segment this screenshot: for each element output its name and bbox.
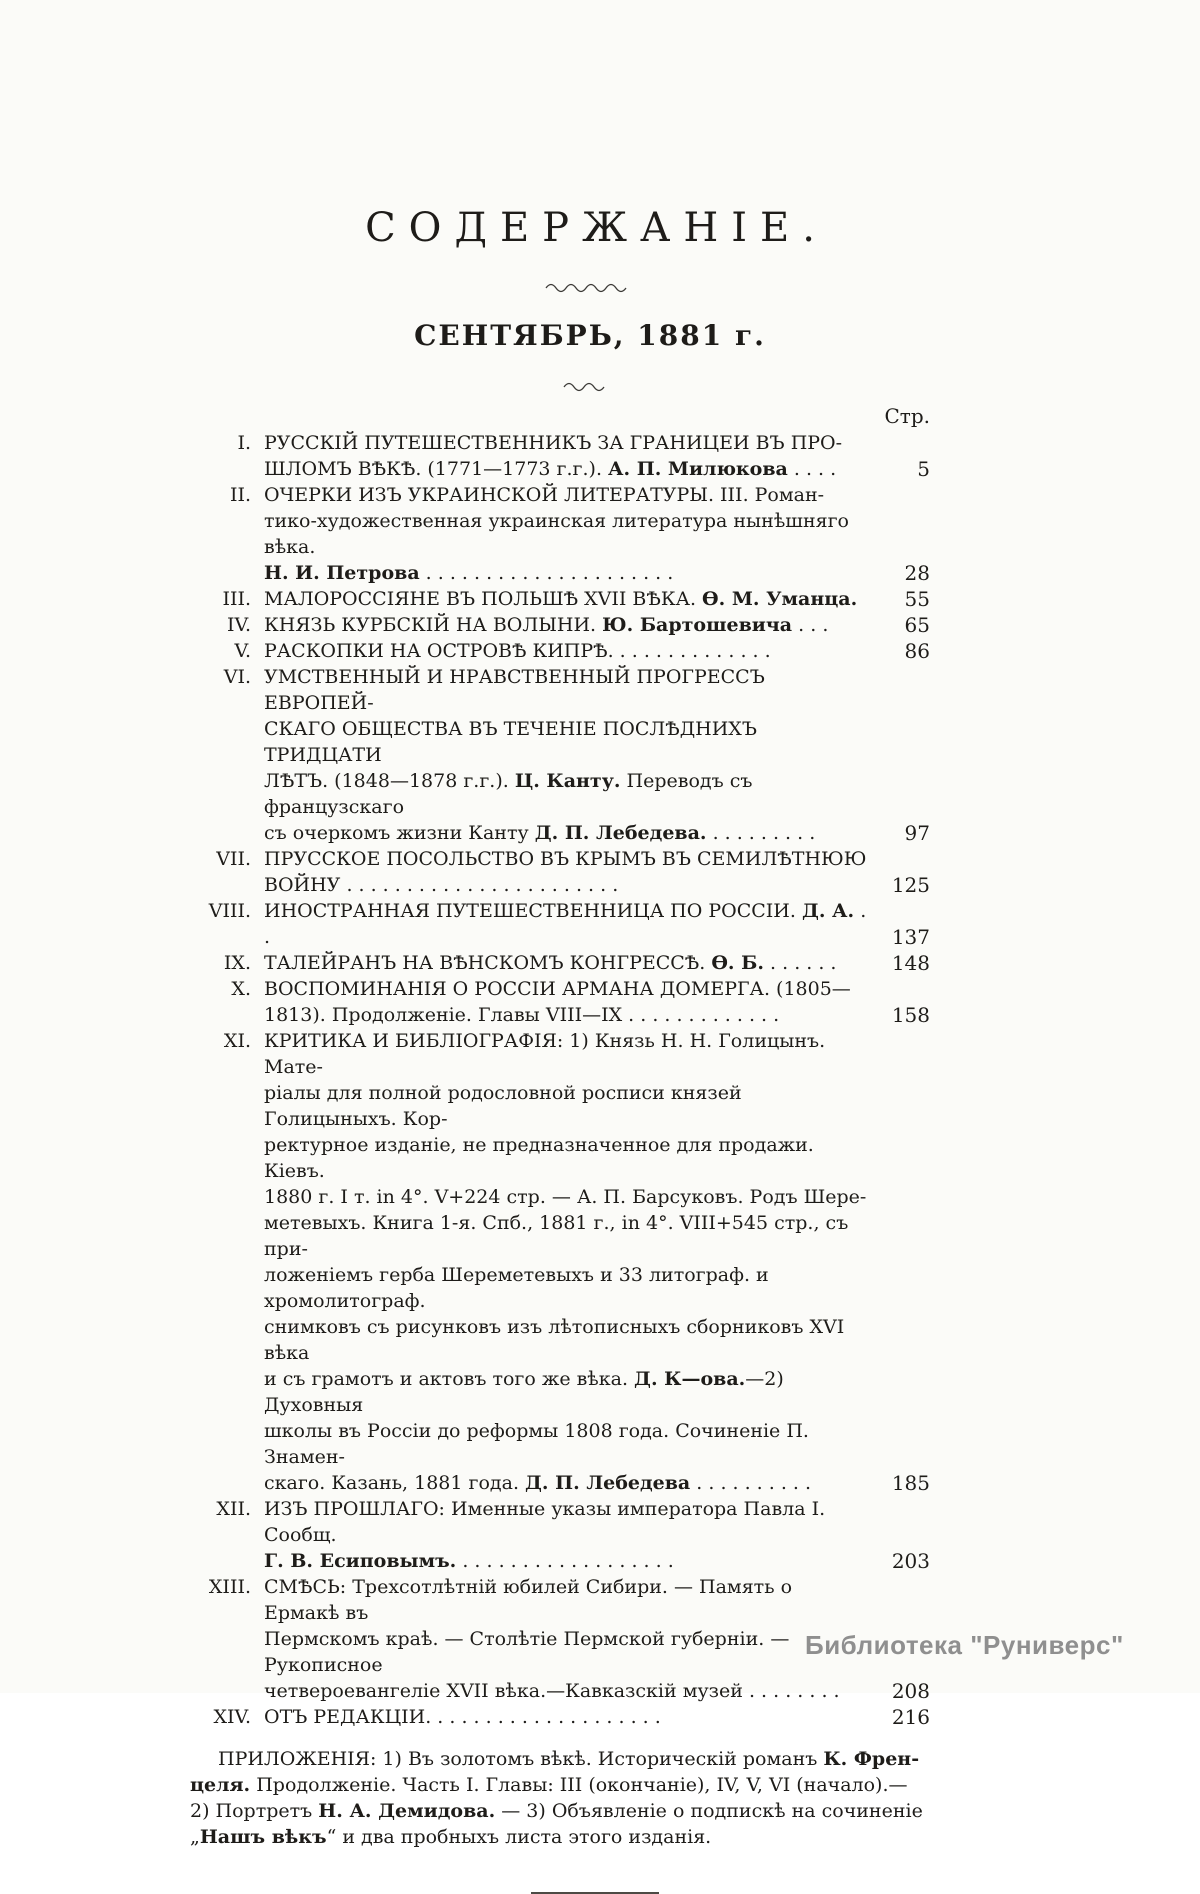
toc-entry-text (264, 1028, 873, 1496)
watermark: Библиотека "Руниверс" (805, 1630, 1124, 1660)
text-segment: ріалы для полной родословной росписи князей Голицыныхъ. Кор- (264, 1082, 742, 1130)
text-segment: . . . . (787, 458, 837, 480)
text-segment: . . . . . . . . . . . . . . . . . . (456, 1550, 674, 1572)
text-segment: СМѢСЬ: Трехсотлѣтній юбилей Сибири. — Память о Ермакѣ въ (264, 1576, 793, 1624)
text-segment: ЛѢТЪ. (1848—1878 г.г.). (264, 770, 515, 792)
toc-entry-page: 216 (891, 1705, 930, 1729)
toc-entry (155, 482, 930, 586)
text-segment: тико-художественная украинская литература нынѣшняго вѣка. (264, 510, 849, 558)
toc-entry (155, 1496, 930, 1574)
text-segment: Ц. Канту. (514, 770, 621, 792)
toc-entry (155, 846, 930, 898)
text-segment: ШЛОМЪ ВѢКѢ. (1771—1773 г.г.). (264, 458, 609, 480)
text-segment: 1880 г. I т. in 4°. V+224 стр. — А. П. Барсуковъ. Родъ Шере- (264, 1186, 867, 1208)
text-segment: Ю. Бартошевича (602, 614, 793, 636)
text-segment: снимковъ съ рисунковъ изъ лѣтописныхъ сборниковъ XVI вѣка (264, 1316, 845, 1364)
text-segment: КНЯЗЬ КУРБСКІЙ НА ВОЛЫНИ. (264, 614, 603, 636)
text-segment: . . . . . . . . . . (690, 1472, 812, 1494)
toc-entry-text (264, 976, 873, 1028)
wavy-divider-icon (544, 281, 636, 293)
toc-entry-number: XI. (223, 1030, 251, 1052)
text-segment: ложеніемъ герба Шереметевыхъ и 33 литограф. и хромолитограф. (264, 1264, 769, 1312)
text-segment: —2) Духовныя (264, 1368, 784, 1416)
toc-entry (155, 430, 930, 482)
text-segment: целя. (190, 1774, 251, 1796)
toc-entry-page: 5 (917, 457, 930, 481)
text-segment: Пермскомъ краѣ. — Столѣтіе Пермской губерніи. — Рукописное (264, 1628, 790, 1676)
toc-entry-number: IX. (223, 952, 251, 974)
toc-entry-text (264, 586, 873, 612)
text-segment: СКАГО ОБЩЕСТВА ВЪ ТЕЧЕНІЕ ПОСЛѢДНИХЪ ТРИДЦАТИ (264, 718, 757, 766)
text-segment: . . . . . . . . . (706, 822, 816, 844)
toc-entry-number: IV. (227, 614, 251, 636)
toc-entry-number: I. (237, 432, 251, 454)
toc-entry (155, 638, 930, 664)
toc-entry-page: 185 (891, 1471, 930, 1495)
toc-entry-text (264, 612, 873, 638)
text-segment: ПРИЛОЖЕНІЯ: 1) Въ золотомъ вѣкѣ. Историческій романъ (218, 1748, 824, 1770)
page-header (250, 205, 930, 392)
text-segment: 2) Портретъ (190, 1800, 319, 1822)
text-segment: ТАЛЕЙРАНЪ НА ВѢНСКОМЪ КОНГРЕССѢ. (264, 952, 712, 974)
toc-list (155, 430, 930, 1730)
text-segment: Н. А. Демидова. (318, 1800, 496, 1822)
text-segment: скаго. Казань, 1881 года. (264, 1472, 526, 1494)
text-segment: Д. П. Лебедева. (534, 822, 707, 844)
text-segment: Ѳ. Б. (711, 952, 764, 974)
text-segment: Д. П. Лебедева (525, 1472, 691, 1494)
text-segment: Переводъ съ французскаго (264, 770, 753, 818)
text-segment: РУССКІЙ ПУТЕШЕСТВЕННИКЪ ЗА ГРАНИЦЕИ ВЪ ПРО- (264, 432, 843, 454)
toc-entry (155, 664, 930, 846)
text-segment: МАЛОРОССІЯНЕ ВЪ ПОЛЬШѢ XVII ВѢКА. (264, 588, 703, 610)
toc-entry-number: II. (229, 484, 251, 506)
toc-entry-text (264, 1574, 873, 1704)
toc-entry-page: 97 (904, 821, 930, 845)
toc-entry-text (264, 846, 873, 898)
text-segment: метевыхъ. Книга 1-я. Спб., 1881 г., in 4°. VIII+545 стр., съ при- (264, 1212, 849, 1260)
text-segment: ИЗЪ ПРОШЛАГО: Именные указы императора Павла I. Сообщ. (264, 1498, 826, 1546)
toc-entry-number: X. (231, 978, 251, 1000)
toc-entry (155, 1028, 930, 1496)
toc-entry-number: VII. (216, 848, 251, 870)
text-segment: ВОЙНУ . . . . . . . . . . . . . . . . . . . . . . . (264, 874, 619, 896)
text-segment: ВОСПОМИНАНІЯ О РОССІИ АРМАНА ДОМЕРГА. (1805— (264, 978, 851, 1000)
text-segment: Ѳ. М. Уманца. (702, 588, 858, 610)
text-segment: УМСТВЕННЫЙ И НРАВСТВЕННЫЙ ПРОГРЕССЪ ЕВРОПЕЙ- (264, 666, 765, 714)
text-segment: Г. В. Есиповымъ. (264, 1550, 457, 1572)
text-segment: Д. К—ова. (634, 1368, 746, 1390)
toc-entry-text (264, 1496, 873, 1574)
toc-entry-number: VIII. (208, 900, 251, 922)
text-segment: и съ грамотъ и актовъ того же вѣка. (264, 1368, 635, 1390)
text-segment: ПРУССКОЕ ПОСОЛЬСТВО ВЪ КРЫМЪ ВЪ СЕМИЛѢТНЮЮ (264, 848, 867, 870)
toc-entry-number: III. (222, 588, 251, 610)
toc-entry-page: 158 (891, 1003, 930, 1027)
text-segment: . . . . . . . . . . . . . . . . . . . . . (419, 562, 674, 584)
toc-entry-page: 137 (891, 925, 930, 949)
toc-entry-number: V. (234, 640, 251, 662)
toc-entry-text (264, 482, 873, 586)
toc-entry-number: VI. (223, 666, 251, 688)
toc-entry-number: XIII. (208, 1576, 251, 1598)
text-segment: 1813). Продолженіе. Главы VIII—IX . . . . . . . . . . . . . (264, 1004, 780, 1026)
text-segment: . . . . . . (764, 952, 837, 974)
toc-entry-page: 55 (904, 587, 930, 611)
text-segment: ОЧЕРКИ ИЗЪ УКРАИНСКОЙ ЛИТЕРАТУРЫ. III. Роман- (264, 484, 825, 506)
text-segment: „ (190, 1826, 200, 1848)
page-number-column-header: Стр. (884, 404, 930, 428)
toc-entry-number: XIV. (213, 1706, 251, 1728)
text-segment: Продолженіе. Часть I. Главы: III (окончаніе), IV, V, VI (начало).— (250, 1774, 908, 1796)
toc-entry (155, 612, 930, 638)
text-segment: Н. И. Петрова (264, 562, 420, 584)
toc-entry-text (264, 950, 873, 976)
text-segment: КРИТИКА И БИБЛІОГРАФІЯ: 1) Князь Н. Н. Голицынъ. Мате- (264, 1030, 826, 1078)
text-segment: К. Френ- (823, 1748, 920, 1770)
toc-entry-page: 148 (891, 951, 930, 975)
toc-entry-page: 203 (891, 1549, 930, 1573)
toc-entry (155, 898, 930, 950)
appendix-paragraph (190, 1746, 985, 1850)
toc-entry (155, 1704, 930, 1730)
toc-entry-page: 28 (904, 561, 930, 585)
text-segment: А. П. Милюкова (608, 458, 788, 480)
text-segment: ОТЪ РЕДАКЦІИ. . . . . . . . . . . . . . . . . . . . (264, 1706, 661, 1728)
toc-entry (155, 950, 930, 976)
text-segment: “ и два пробныхъ листа этого изданія. (326, 1826, 712, 1848)
toc-entry (155, 976, 930, 1028)
toc-entry-text (264, 430, 873, 482)
toc-entry-number: XII. (216, 1498, 251, 1520)
text-segment: четвероевангеліе XVII вѣка.—Кавказскій музей . . . . . . . . (264, 1680, 840, 1702)
text-segment: съ очеркомъ жизни Канту (264, 822, 535, 844)
toc-entry-text (264, 664, 873, 846)
text-segment: ИНОСТРАННАЯ ПУТЕШЕСТВЕННИЦА ПО РОССІИ. (264, 900, 802, 922)
text-segment: школы въ Россіи до реформы 1808 года. Сочиненіе П. Знамен- (264, 1420, 809, 1468)
text-segment: — 3) Объявленіе о подпискѣ на сочиненіе (495, 1800, 923, 1822)
text-segment: . . . (792, 614, 829, 636)
text-segment: ректурное изданіе, не предназначенное для продажи. Кіевъ. (264, 1134, 814, 1182)
text-segment: Д. А. (801, 900, 855, 922)
toc-entry-text (264, 898, 873, 950)
text-segment: РАСКОПКИ НА ОСТРОВѢ КИПРѢ. . . . . . . . . . . . . . (264, 640, 771, 662)
page-title: СОДЕРЖАНІЕ. (365, 205, 828, 251)
wavy-divider-icon (562, 380, 618, 392)
toc-entry-page: 86 (904, 639, 930, 663)
toc-entry (155, 586, 930, 612)
toc-entry-text (264, 1704, 873, 1730)
toc-entry-page: 125 (891, 873, 930, 897)
toc-entry-page: 208 (891, 1679, 930, 1703)
text-segment: Нашъ вѣкъ (199, 1826, 327, 1848)
page-content (155, 0, 985, 1894)
toc-entry-text (264, 638, 873, 664)
text-segment: . . (264, 900, 867, 948)
issue-title: СЕНТЯБРЬ, 1881 г. (414, 319, 766, 352)
toc-entry-page: 65 (904, 613, 930, 637)
